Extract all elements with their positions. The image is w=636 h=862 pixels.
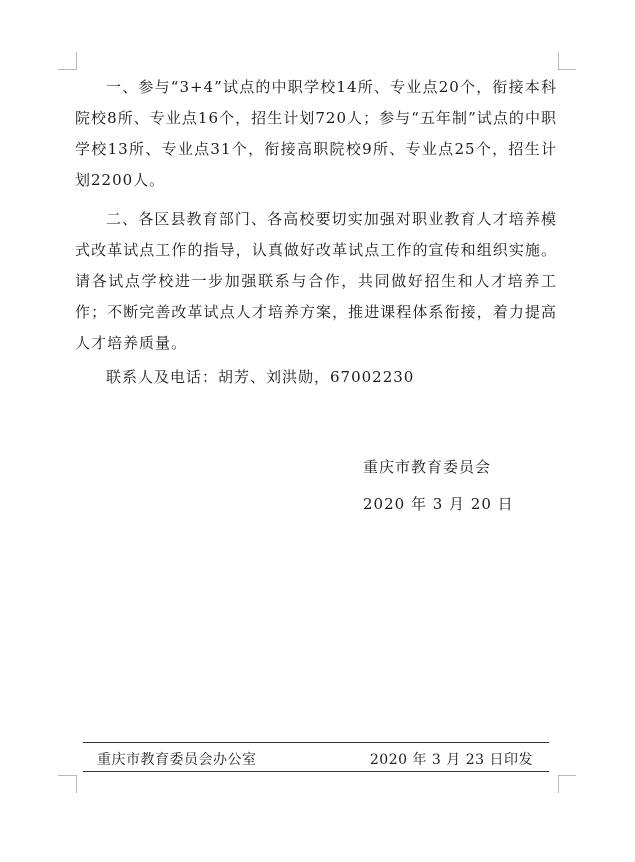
signature-organization: 重庆市教育委员会 — [363, 458, 492, 476]
crop-mark — [558, 69, 576, 70]
footer-top-rule — [83, 742, 549, 743]
signature-date: 2020 年 3 月 20 日 — [363, 495, 514, 513]
crop-mark — [558, 52, 559, 70]
crop-mark — [76, 775, 77, 793]
footer-bottom-rule — [83, 771, 549, 772]
footer-issuer: 重庆市教育委员会办公室 — [97, 752, 257, 768]
contact-line: 联系人及电话：胡芳、刘洪勋，67002230 — [106, 368, 415, 386]
crop-mark — [76, 52, 77, 70]
crop-mark — [58, 69, 76, 70]
crop-mark — [558, 775, 559, 793]
crop-mark — [558, 775, 576, 776]
crop-mark — [58, 775, 76, 776]
body-paragraph-2: 二、各区县教育部门、各高校要切实加强对职业教育人才培养模式改革试点工作的指导，认真做好改革试点工作的宣传和组织实施。请各试点学校进一步加强联系与合作，共同做好招生和人才培养工作；不断完善改革试点人才培养方案，推进课程体系衔接，着力提高人才培养质量。 — [75, 210, 557, 352]
footer-issue-date: 2020 年 3 月 23 日印发 — [369, 752, 533, 768]
body-paragraph-1: 一、参与“3+4”试点的中职学校14所、专业点20个，衔接本科院校8所、专业点16个，招生计划720人；参与“五年制”试点的中职学校13所、专业点31个，衔接高职院校9所、专业点25个，招生计划2200人。 — [75, 78, 557, 189]
